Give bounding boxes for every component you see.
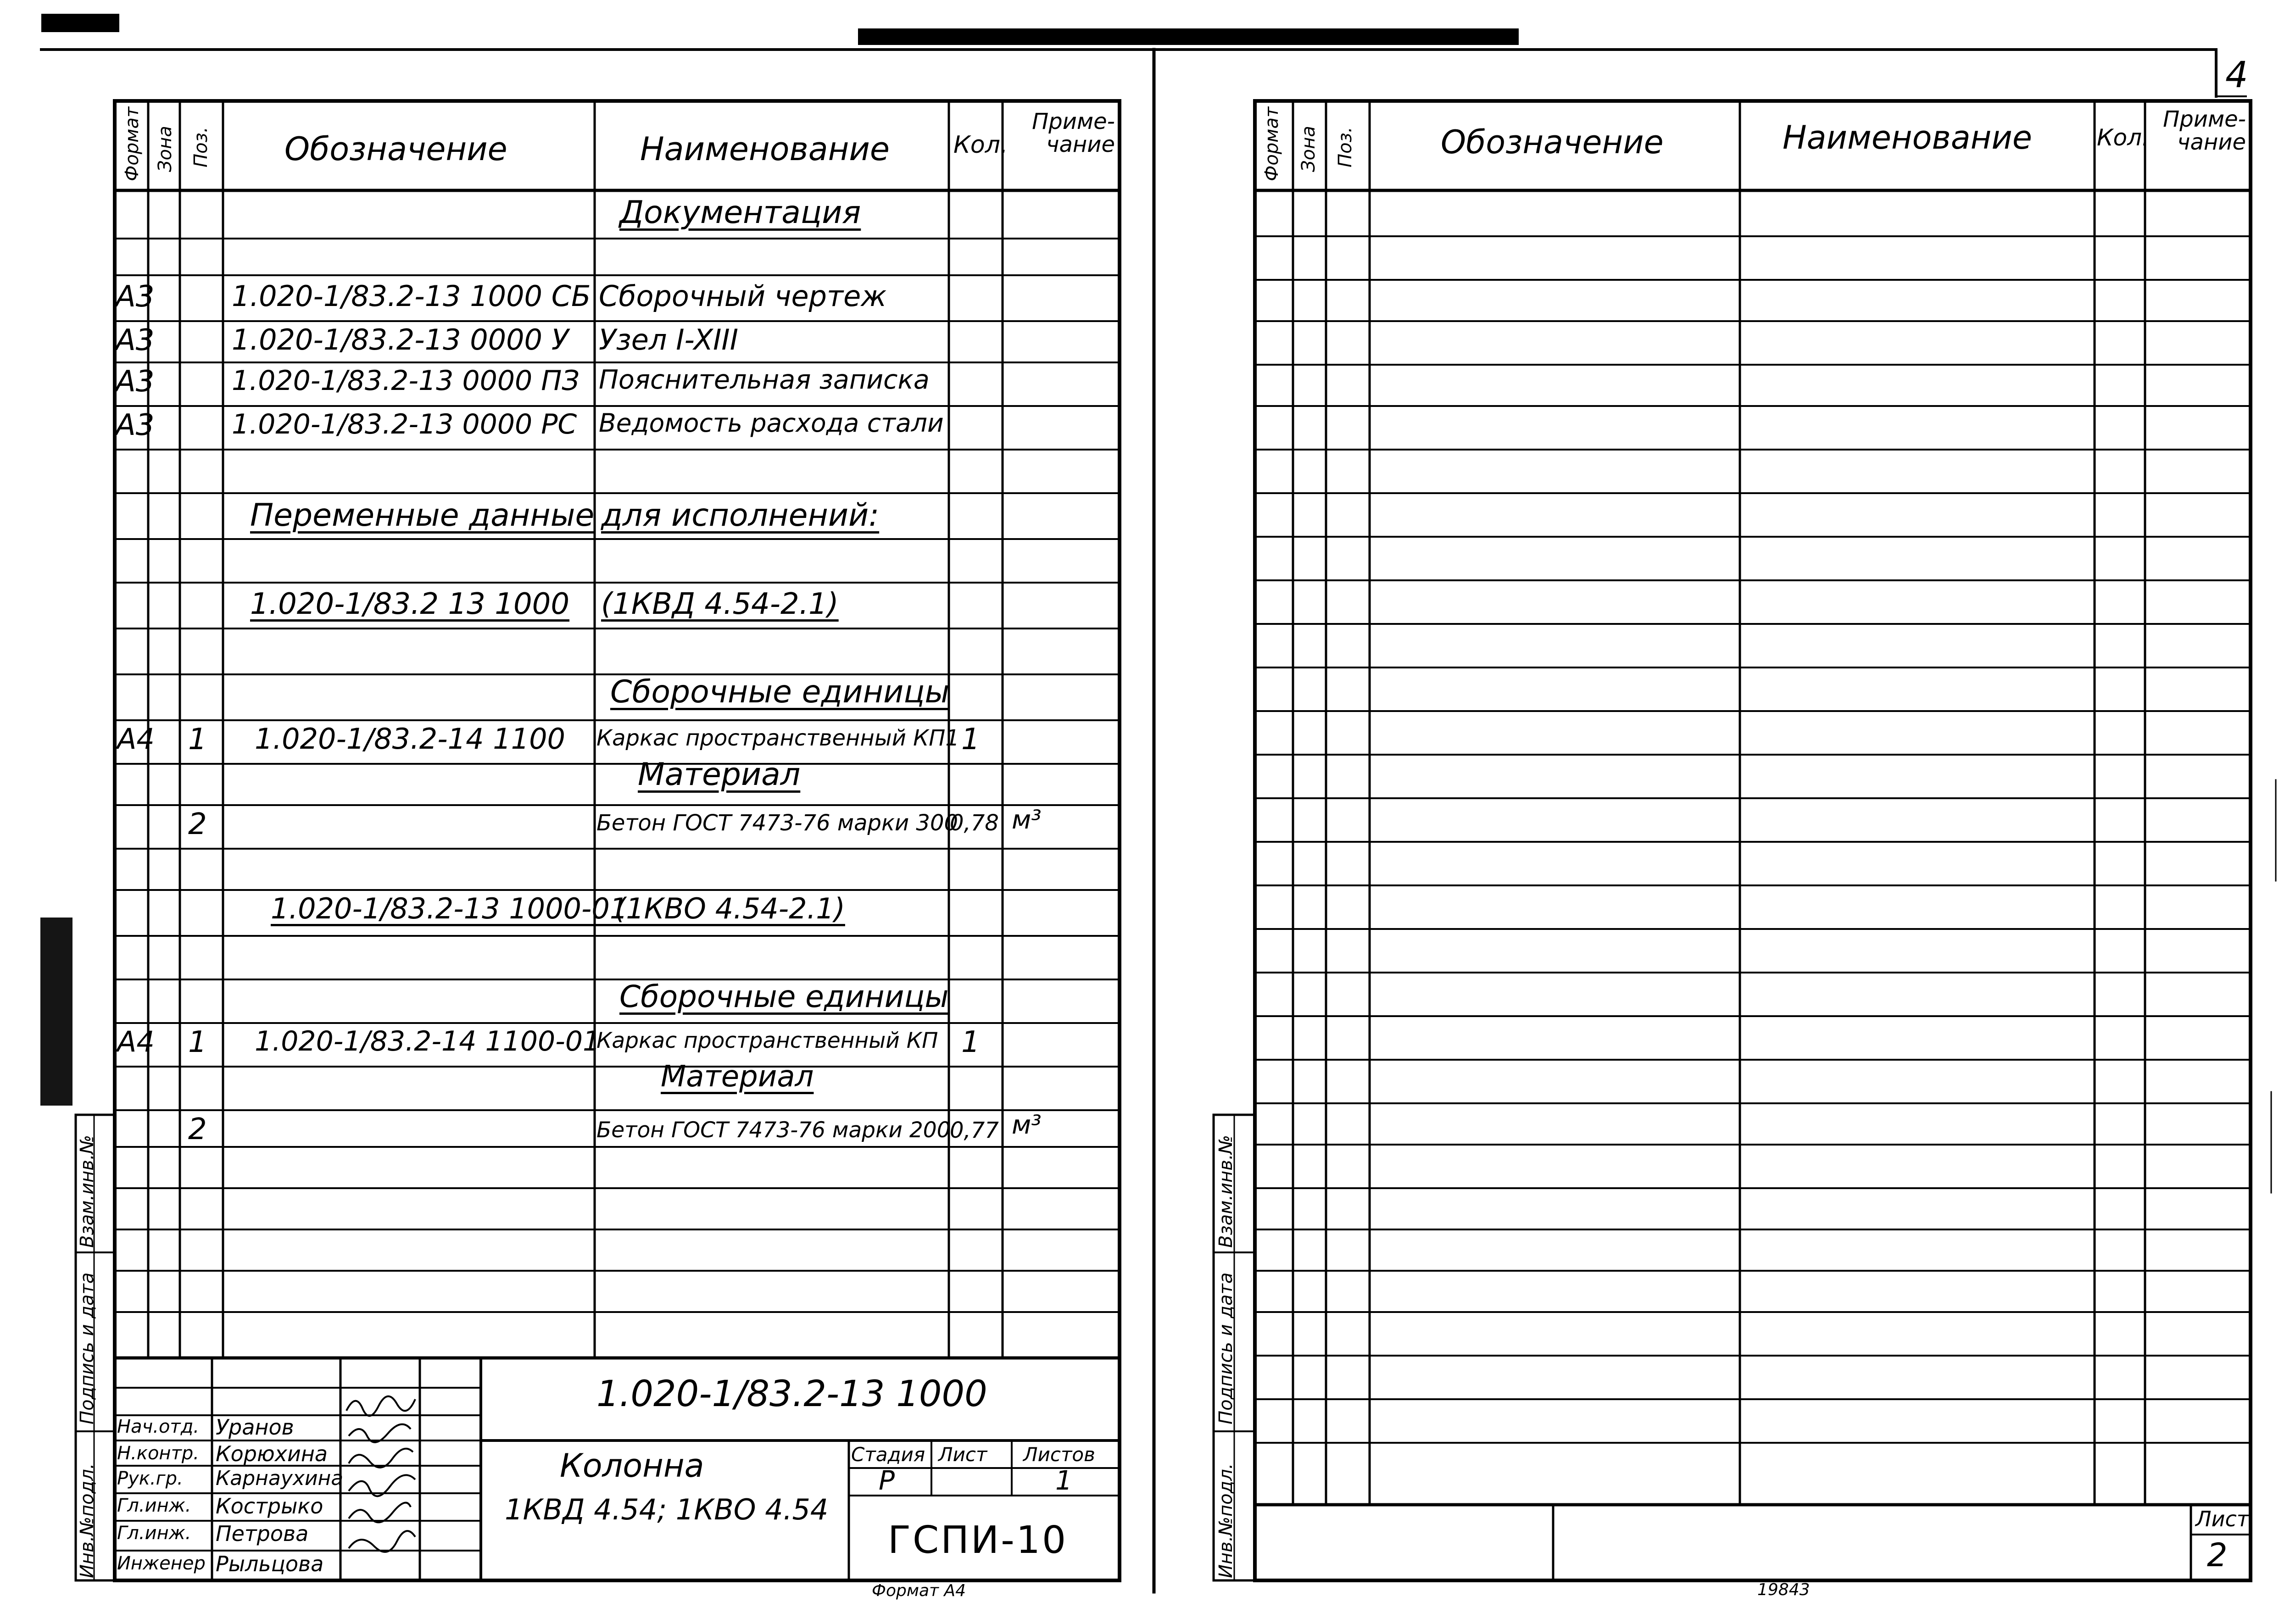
variable-data-heading: Переменные данные <box>250 497 595 534</box>
row-format: А4 <box>117 722 155 756</box>
side-label-inv-replace: Взам.инв.№ <box>1215 1135 1237 1248</box>
role-label: Н.контр. <box>117 1443 199 1464</box>
title-block-doc-code: 1.020-1/83.2-13 1000 <box>596 1374 987 1415</box>
row-name: Каркас пространственный КП1 <box>596 725 959 751</box>
title-block-title: Колонна <box>560 1447 704 1485</box>
col-header-designation: Обозначение <box>284 130 507 168</box>
title-block-organization: ГСПИ-10 <box>888 1518 1068 1562</box>
role-name: Корюхина <box>216 1441 328 1466</box>
sheet-number: 2 <box>2207 1536 2228 1574</box>
row-name: Сборочный чертеж <box>599 279 887 313</box>
col-header-note: Приме- чание <box>2163 106 2246 156</box>
role-label: Гл.инж. <box>117 1495 191 1516</box>
title-block-stage-value: Р <box>879 1465 895 1496</box>
side-label-inv-orig: Инв.№подл. <box>1215 1463 1237 1578</box>
role-name: Уранов <box>216 1415 294 1440</box>
col-header-designation: Обозначение <box>1441 123 1664 161</box>
variant-designation: 1.020-1/83.2 13 1000 <box>250 587 570 621</box>
row-format: А4 <box>117 1025 155 1058</box>
row-name: Каркас пространственный КП <box>596 1028 938 1053</box>
row-qty: 0,78 <box>950 810 999 836</box>
col-header-name: Наименование <box>1783 119 2032 156</box>
row-pos: 1 <box>188 1025 207 1059</box>
row-name: Бетон ГОСТ 7473-76 марки 300 <box>596 810 958 836</box>
row-name: Узел I-XIII <box>599 323 739 356</box>
row-note: м³ <box>1012 1110 1042 1140</box>
variable-data-heading-cont: для исполнений: <box>601 497 880 534</box>
col-header-pos: Поз. <box>1335 127 1356 167</box>
section-heading-assembly-units: Сборочные единицы <box>619 979 949 1014</box>
signatures <box>342 1390 420 1578</box>
title-block-sheets-value: 1 <box>1055 1465 1072 1496</box>
title-block-stage-label: Стадия <box>851 1443 925 1466</box>
col-header-zone: Зона <box>1298 126 1319 172</box>
col-header-format: Формат <box>1261 106 1282 181</box>
role-label: Инженер <box>117 1553 206 1574</box>
col-header-pos: Поз. <box>190 127 212 167</box>
row-pos: 2 <box>188 1112 207 1146</box>
row-designation: 1.020-1/83.2-13 0000 РС <box>232 408 577 440</box>
scan-blotch <box>40 918 72 1106</box>
sheet-label: Лист <box>2195 1507 2249 1531</box>
title-block-sheet-label: Лист <box>938 1443 987 1466</box>
role-label: Нач.отд. <box>117 1416 200 1437</box>
variant-code: (1КВО 4.54-2.1) <box>615 892 845 925</box>
variant-designation: 1.020-1/83.2-13 1000-01 <box>271 892 628 925</box>
bottom-archive-number: 19843 <box>1757 1580 1810 1599</box>
title-block-subtitle: 1КВД 4.54; 1КВО 4.54 <box>505 1493 829 1526</box>
row-note: м³ <box>1012 805 1042 835</box>
row-pos: 2 <box>188 807 207 841</box>
col-header-note: Приме- чание <box>1032 109 1115 158</box>
side-label-inv-replace: Взам.инв.№ <box>77 1135 98 1248</box>
row-name: Ведомость расхода стали <box>599 408 944 438</box>
material-heading: Материал <box>638 756 801 793</box>
role-label: Гл.инж. <box>117 1523 191 1544</box>
row-qty: 0,77 <box>950 1118 999 1143</box>
row-format: А3 <box>116 365 155 399</box>
col-header-name: Наименование <box>640 130 890 168</box>
col-header-zone: Зона <box>155 126 176 172</box>
row-designation: 1.020-1/83.2-13 0000 У <box>232 323 569 356</box>
side-label-sign-date: Подпись и дата <box>1215 1272 1237 1424</box>
role-label: Рук.гр. <box>117 1468 183 1489</box>
row-pos: 1 <box>188 723 207 756</box>
row-name: Бетон ГОСТ 7473-76 марки 200 <box>596 1118 951 1143</box>
side-label-inv-orig: Инв.№подл. <box>77 1463 98 1578</box>
page-number: 4 <box>2225 55 2248 96</box>
row-designation: 1.020-1/83.2-13 1000 СБ <box>232 279 591 313</box>
title-block-sheets-label: Листов <box>1023 1443 1095 1466</box>
row-format: А3 <box>116 280 155 314</box>
row-qty: 1 <box>961 1025 980 1059</box>
role-name: Карнаухина <box>216 1467 344 1490</box>
role-name: Рыльцова <box>216 1552 324 1576</box>
format-label: Формат А4 <box>872 1581 966 1600</box>
row-designation: 1.020-1/83.2-14 1100 <box>255 722 566 756</box>
role-name: Петрова <box>216 1521 309 1546</box>
col-header-qty: Кол. <box>953 131 1008 159</box>
col-header-format: Формат <box>122 106 143 181</box>
material-heading: Материал <box>661 1060 814 1094</box>
side-label-sign-date: Подпись и дата <box>77 1272 98 1424</box>
row-designation: 1.020-1/83.2-14 1100-01 <box>255 1025 601 1057</box>
row-designation: 1.020-1/83.2-13 0000 ПЗ <box>232 365 579 397</box>
section-heading-assembly-units: Сборочные единицы <box>610 674 950 710</box>
row-format: А3 <box>116 408 155 442</box>
row-format: А3 <box>116 323 155 357</box>
role-name: Кострыко <box>216 1494 323 1518</box>
row-qty: 1 <box>961 723 980 756</box>
variant-code: (1КВД 4.54-2.1) <box>601 587 839 621</box>
section-heading-documentation: Документация <box>619 195 861 231</box>
col-header-qty: Кол. <box>2097 124 2149 151</box>
row-name: Пояснительная записка <box>599 365 930 395</box>
